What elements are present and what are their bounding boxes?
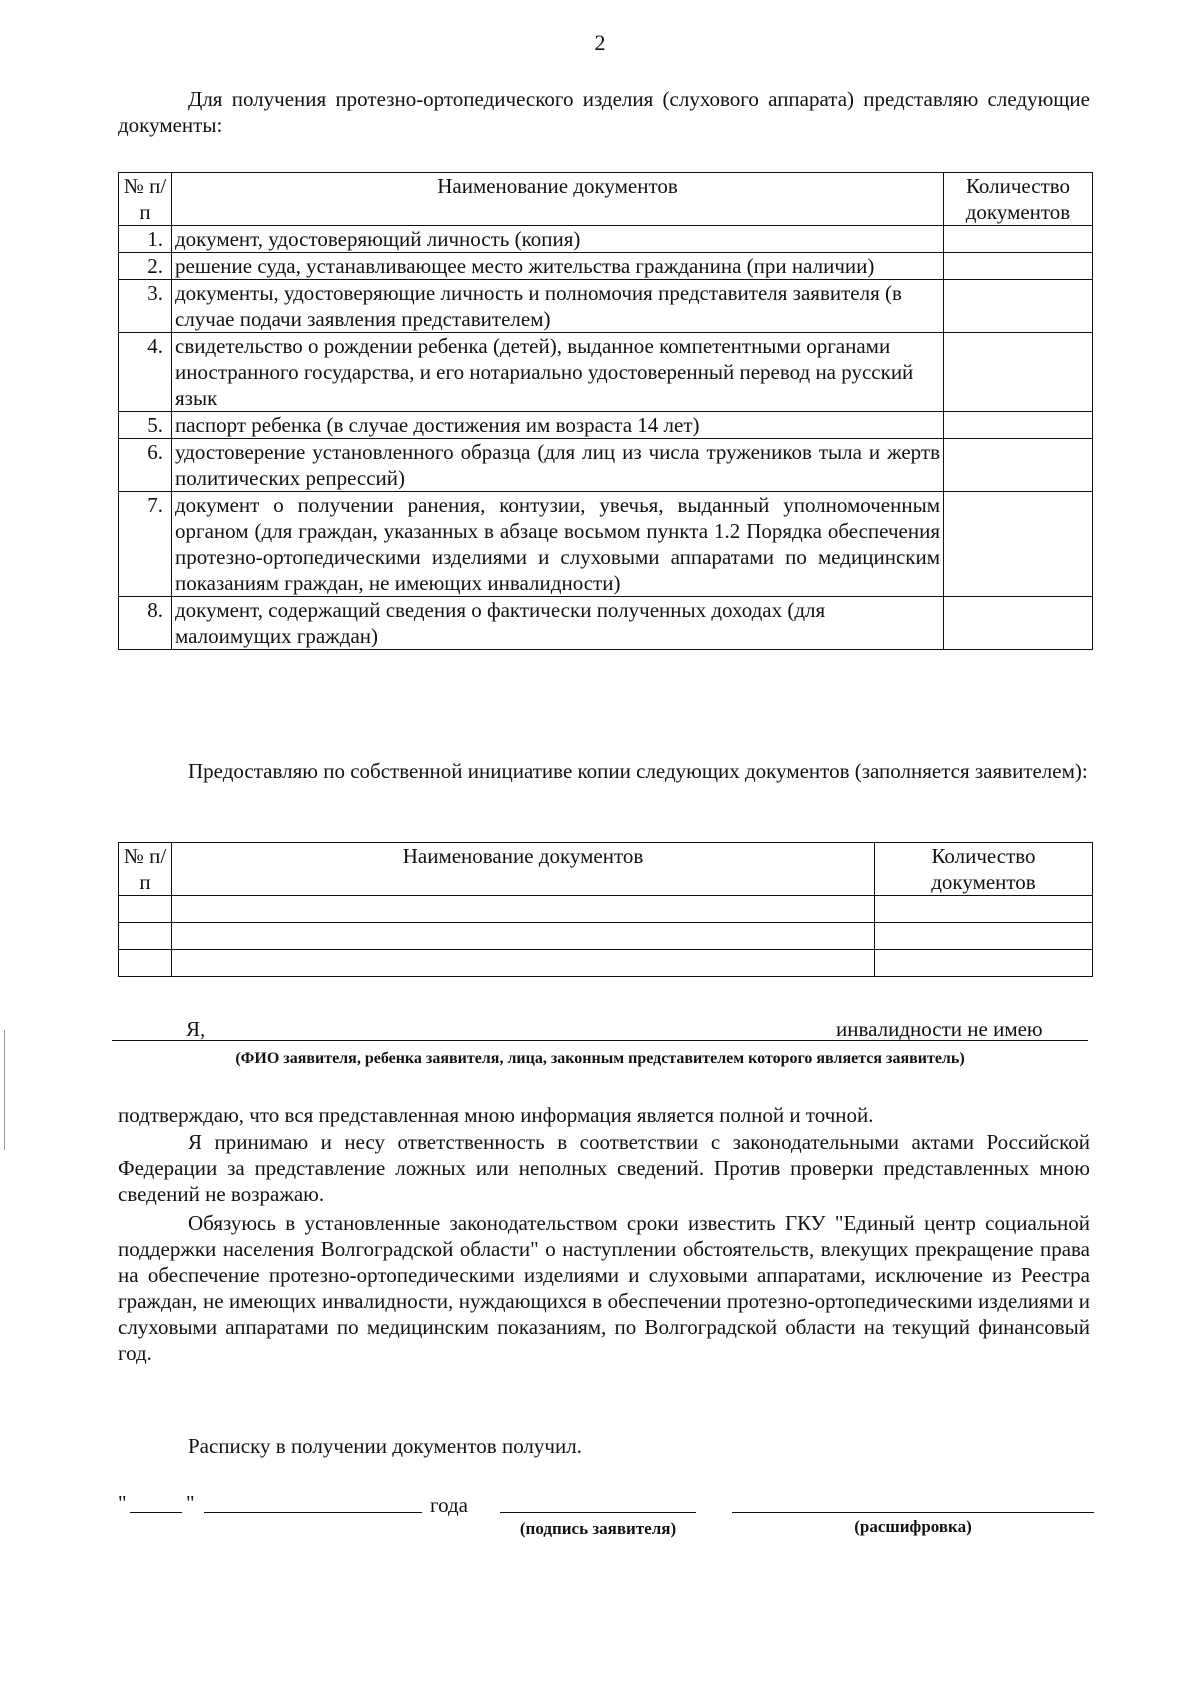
- row-number: 5.: [119, 412, 172, 439]
- signature-line[interactable]: [500, 1512, 696, 1513]
- row-document-name: документы, удостоверяющие личность и полномочия представителя заявителя (в случае подачи заявления представителем): [172, 280, 944, 333]
- fio-line[interactable]: [112, 1040, 1088, 1041]
- table-row: [119, 597, 1093, 650]
- table-row: [119, 950, 1093, 977]
- responsibility-paragraph: Я принимаю и несу ответственность в соответствии с законодательными актами Российской Федерации за представление ложных или неполных сведений. Против проверки представленных мною сведений не возражаю.: [118, 1130, 1090, 1206]
- row-document-count[interactable]: [875, 950, 1093, 977]
- row-number: 6.: [119, 439, 172, 492]
- declaration-i-label: Я,: [186, 1017, 206, 1041]
- row-number[interactable]: [119, 896, 172, 923]
- table-row: [119, 439, 1093, 492]
- row-document-name: свидетельство о рождении ребенка (детей), выданное компетентными органами иностранного государства, и его нотариально удостоверенный перевод на русский язык: [172, 333, 944, 412]
- year-word: года: [430, 1493, 468, 1517]
- page-number: 2: [594, 30, 606, 55]
- signature-caption: (подпись заявителя): [519, 1519, 677, 1538]
- date-quote-open: ": [118, 1491, 127, 1515]
- row-document-count[interactable]: [875, 896, 1093, 923]
- row-document-count[interactable]: [944, 253, 1093, 280]
- row-number: 7.: [119, 492, 172, 597]
- date-quote-close: ": [186, 1491, 195, 1515]
- row-number[interactable]: [119, 950, 172, 977]
- optional-documents-table: [118, 842, 1093, 977]
- row-document-count[interactable]: [944, 439, 1093, 492]
- decode-caption: (расшифровка): [854, 1517, 972, 1536]
- row-document-name[interactable]: [172, 950, 875, 977]
- scan-margin-mark: [4, 1030, 5, 1150]
- table-header-row: [119, 173, 1093, 226]
- table-header-row: [119, 843, 1093, 896]
- row-document-count[interactable]: [875, 923, 1093, 950]
- obligation-paragraph: Обязуюсь в установленные законодательством сроки известить ГКУ "Единый центр социальной поддержки населения Волгоградской области" о наступлении обстоятельств, влекущих прекращение права на обеспечение протезно-ортопедическими изделиями и слуховыми аппаратами, исключение из Реестра граждан, не имеющих инвалидности, нуждающихся в обеспечении протезно-ортопедическими изделиями и слуховыми аппаратами по медицинским показаниям, по Волгоградской области на текущий финансовый год.: [118, 1211, 1090, 1365]
- date-month-line[interactable]: [204, 1512, 422, 1513]
- row-document-count[interactable]: [944, 280, 1093, 333]
- table-row: [119, 226, 1093, 253]
- header-document-name: Наименование документов: [172, 843, 875, 896]
- table-row: [119, 492, 1093, 597]
- row-document-name: документ, содержащий сведения о фактически полученных доходах (для малоимущих граждан): [172, 597, 944, 650]
- no-disability-text: инвалидности не имею: [836, 1017, 1043, 1041]
- row-document-count[interactable]: [944, 412, 1093, 439]
- row-document-name: удостоверение установленного образца (для лиц из числа тружеников тыла и жертв политических репрессий): [172, 439, 944, 492]
- header-document-count: Количество документов: [944, 173, 1093, 226]
- row-number: 1.: [119, 226, 172, 253]
- row-number[interactable]: [119, 923, 172, 950]
- row-document-count[interactable]: [944, 597, 1093, 650]
- receipt-paragraph: Расписку в получении документов получил.: [188, 1434, 582, 1458]
- row-document-name: паспорт ребенка (в случае достижения им возраста 14 лет): [172, 412, 944, 439]
- confirm-paragraph: подтверждаю, что вся представленная мною информация является полной и точной.: [118, 1103, 874, 1127]
- intro-paragraph: Для получения протезно-ортопедического изделия (слухового аппарата) представляю следующие документы:: [118, 87, 1090, 137]
- row-document-name: решение суда, устанавливающее место жительства гражданина (при наличии): [172, 253, 944, 280]
- table-row: [119, 280, 1093, 333]
- table-row: [119, 333, 1093, 412]
- header-number: № п/п: [119, 173, 172, 226]
- fio-caption: (ФИО заявителя, ребенка заявителя, лица, законным представителем которого является заявитель): [235, 1050, 965, 1067]
- required-documents-table: [118, 172, 1093, 650]
- table-row: [119, 253, 1093, 280]
- row-number: 3.: [119, 280, 172, 333]
- table-row: [119, 923, 1093, 950]
- row-document-count[interactable]: [944, 226, 1093, 253]
- table-row: [119, 412, 1093, 439]
- row-number: 4.: [119, 333, 172, 412]
- row-document-name[interactable]: [172, 923, 875, 950]
- header-document-count: Количество документов: [875, 843, 1093, 896]
- table-row: [119, 896, 1093, 923]
- row-document-count[interactable]: [944, 333, 1093, 412]
- initiative-paragraph: Предоставляю по собственной инициативе копии следующих документов (заполняется заявителем):: [188, 759, 1088, 783]
- header-document-name: Наименование документов: [172, 173, 944, 226]
- header-number: № п/п: [119, 843, 172, 896]
- decode-line[interactable]: [732, 1512, 1094, 1513]
- row-document-name: документ, удостоверяющий личность (копия): [172, 226, 944, 253]
- row-number: 8.: [119, 597, 172, 650]
- row-document-count[interactable]: [944, 492, 1093, 597]
- date-day-line[interactable]: [130, 1512, 182, 1513]
- row-document-name: документ о получении ранения, контузии, увечья, выданный уполномоченным органом (для граждан, указанных в абзаце восьмом пункта 1.2 Порядка обеспечения протезно-ортопедическими изделиями и слуховыми аппаратами по медицинским показаниям граждан, не имеющих инвалидности): [172, 492, 944, 597]
- row-document-name[interactable]: [172, 896, 875, 923]
- row-number: 2.: [119, 253, 172, 280]
